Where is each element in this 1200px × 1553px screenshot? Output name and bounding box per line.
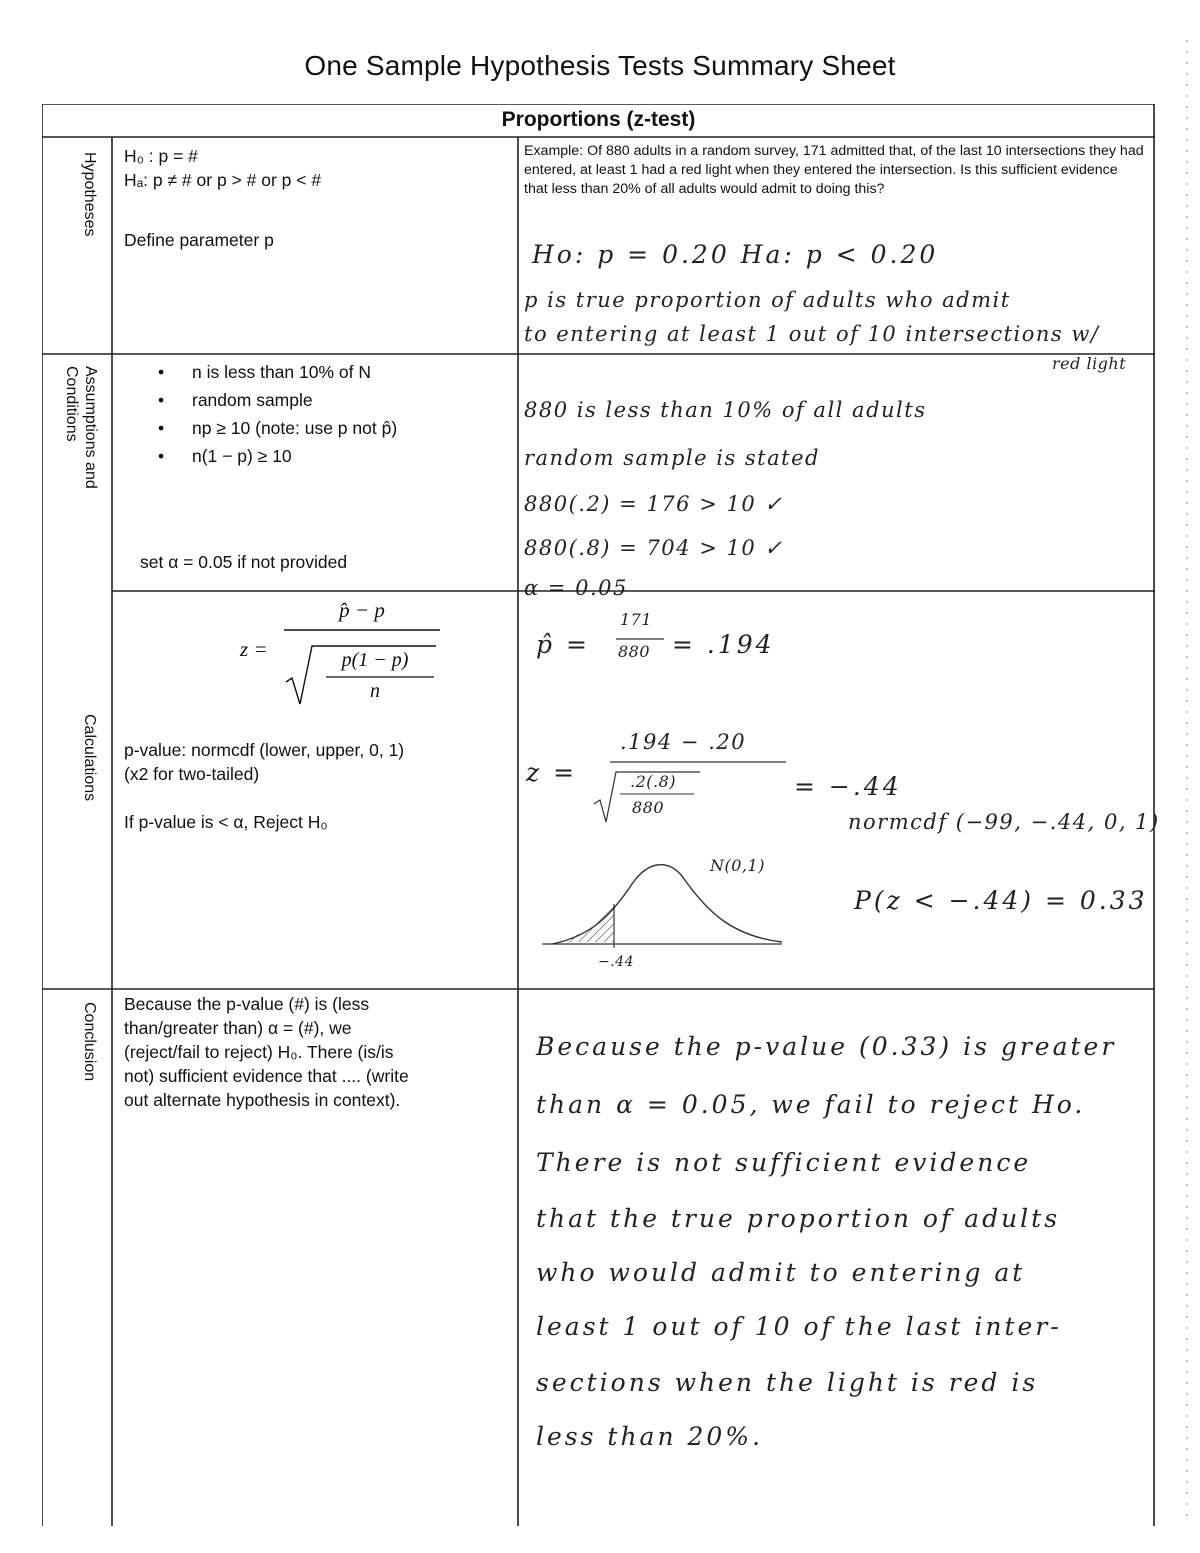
conclusion-template-line: Because the p-value (#) is (less bbox=[124, 994, 370, 1014]
page-title: One Sample Hypothesis Tests Summary Sheet bbox=[304, 50, 896, 81]
handwritten-hypotheses: Ho: p = 0.20 Ha: p < 0.20 bbox=[532, 240, 939, 269]
conclusion-template-line: than/greater than) α = (#), we bbox=[124, 1018, 352, 1038]
handwritten-condition: 880 is less than 10% of all adults bbox=[524, 398, 927, 422]
conclusion-template-line: out alternate hypothesis in context). bbox=[124, 1090, 401, 1110]
handwritten-conclusion-line: sections when the light is red is bbox=[536, 1368, 1039, 1397]
handwritten-z-radicand: .2(.8) bbox=[630, 772, 677, 791]
table-title: Proportions (z-test) bbox=[501, 108, 696, 131]
handwritten-condition: 880(.2) = 176 > 10 ✓ bbox=[524, 492, 784, 516]
normal-curve-tick-label: −.44 bbox=[598, 954, 634, 970]
handwritten-parameter-line3: red light bbox=[1052, 354, 1127, 373]
handwritten-z-denominator: 880 bbox=[632, 798, 665, 817]
handwritten-probability: P(z < −.44) = 0.33 bbox=[854, 886, 1148, 915]
summary-table bbox=[42, 104, 1160, 1526]
row-label-conclusion: Conclusion bbox=[81, 1002, 98, 1082]
handwritten-parameter-line2: to entering at least 1 out of 10 intersections w/ bbox=[524, 322, 1100, 346]
handwritten-phat-numerator: 171 bbox=[620, 610, 653, 629]
define-parameter: Define parameter p bbox=[124, 230, 274, 250]
handwritten-conclusion-line: that the true proportion of adults bbox=[536, 1204, 1061, 1233]
handwritten-normcdf: normcdf (−99, −.44, 0, 1) bbox=[848, 810, 1160, 834]
normal-curve-label: N(0,1) bbox=[710, 856, 765, 875]
pvalue-instruction: p-value: normcdf (lower, upper, 0, 1) bbox=[124, 740, 405, 760]
alternate-hypothesis: Hₐ: p ≠ # or p > # or p < # bbox=[124, 170, 322, 190]
handwritten-conclusion-line: Because the p-value (0.33) is greater bbox=[536, 1032, 1117, 1061]
handwritten-phat-result: = .194 bbox=[672, 630, 775, 659]
row-label-calculations: Calculations bbox=[81, 714, 98, 802]
row-label-hypotheses: Hypotheses bbox=[81, 152, 98, 237]
z-formula-radicand-numerator: p(1 − p) bbox=[341, 649, 409, 671]
z-formula-radicand-denominator: n bbox=[370, 680, 380, 702]
handwritten-z-result: = −.44 bbox=[794, 772, 902, 801]
handwritten-conclusion-line: least 1 out of 10 of the last inter- bbox=[536, 1312, 1062, 1341]
handwritten-conclusion-line: than α = 0.05, we fail to reject Ho. bbox=[536, 1090, 1086, 1119]
handwritten-z-fraction-bars bbox=[590, 756, 790, 826]
condition-bullet: • n(1 − p) ≥ 10 bbox=[158, 446, 292, 466]
z-formula-lhs: z = bbox=[240, 637, 268, 661]
pvalue-two-tailed-note: (x2 for two-tailed) bbox=[124, 764, 260, 784]
handwritten-condition: random sample is stated bbox=[524, 446, 820, 470]
handwritten-conclusion-line: less than 20%. bbox=[536, 1422, 764, 1451]
handwritten-z-numerator: .194 − .20 bbox=[620, 730, 747, 754]
handwritten-phat-denominator: 880 bbox=[618, 642, 651, 661]
handwritten-phat-lhs: p̂ = bbox=[536, 630, 590, 659]
conclusion-template-line: not) sufficient evidence that .... (write bbox=[124, 1066, 409, 1086]
handwritten-z-lhs: z = bbox=[526, 758, 578, 787]
reject-rule: If p-value is < α, Reject H₀ bbox=[124, 812, 328, 832]
example-problem: Example: Of 880 adults in a random survey, 171 admitted that, of the last 10 intersections they had entered, at least 1 had a red light when they entered the intersection. Is this sufficient evidence that less than 20% of all adults would admit to doing this? bbox=[524, 143, 1144, 197]
z-formula-numerator: p̂ − p bbox=[339, 598, 385, 622]
condition-text: n(1 − p) ≥ 10 bbox=[192, 446, 292, 466]
row-label-assumptions: Assumptions and Conditions bbox=[63, 366, 99, 489]
alpha-note: set α = 0.05 if not provided bbox=[140, 552, 348, 572]
handwritten-conclusion-line: There is not sufficient evidence bbox=[536, 1148, 1032, 1177]
condition-bullet: • np ≥ 10 (note: use p not p̂) bbox=[158, 418, 398, 438]
scan-edge-marks bbox=[1184, 40, 1190, 1520]
condition-bullet: • n is less than 10% of N bbox=[158, 362, 371, 382]
handwritten-conclusion-line: who would admit to entering at bbox=[536, 1258, 1026, 1287]
handwritten-condition: 880(.8) = 704 > 10 ✓ bbox=[524, 536, 784, 560]
condition-text: random sample bbox=[192, 390, 313, 410]
null-hypothesis: H₀ : p = # bbox=[124, 146, 198, 166]
conclusion-template-line: (reject/fail to reject) H₀. There (is/is bbox=[124, 1042, 394, 1062]
condition-text: np ≥ 10 (note: use p not p̂) bbox=[192, 418, 398, 438]
condition-bullet: • random sample bbox=[158, 390, 313, 410]
condition-text: n is less than 10% of N bbox=[192, 362, 371, 382]
handwritten-condition: α = 0.05 bbox=[524, 576, 628, 600]
handwritten-parameter-line1: p is true proportion of adults who admit bbox=[524, 288, 1011, 312]
